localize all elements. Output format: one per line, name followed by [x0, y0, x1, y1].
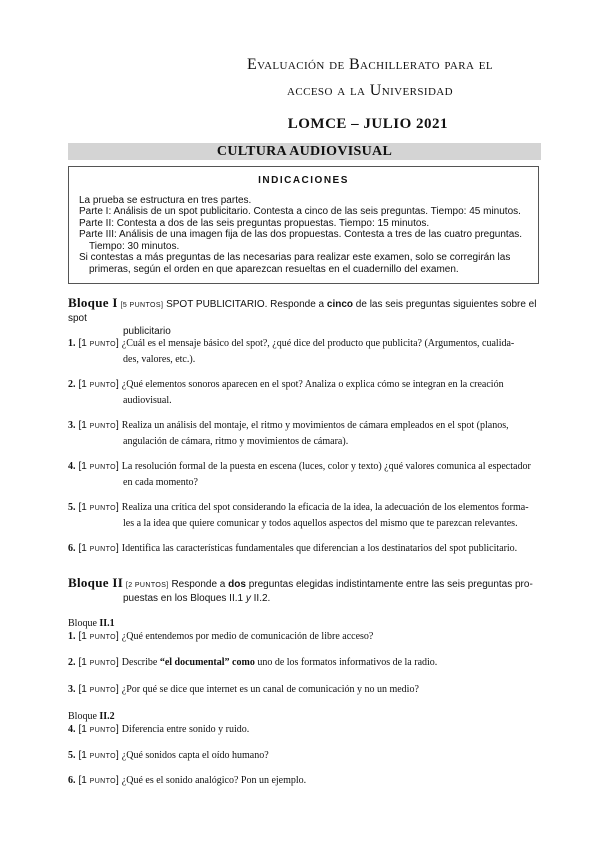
- question-text-cont: angulación de cámara, ritmo y movimientos de cámara).: [123, 436, 349, 447]
- question-text: Diferencia entre sonido y ruido.: [121, 724, 250, 735]
- question-text-cont: audiovisual.: [123, 395, 172, 406]
- question-points: [1 PUNTO]: [78, 750, 119, 761]
- instructions-box: [68, 166, 539, 284]
- question-text: Realiza un análisis del montaje, el ritmo y movimientos de cámara empleados en el spot (planos,: [121, 420, 509, 431]
- question-text: ¿Qué elementos sonoros aparecen en el spot? Analiza o explica cómo se integran en la creación: [121, 379, 504, 390]
- question-item: [68, 418, 540, 449]
- question-number: 3.: [68, 420, 76, 431]
- instruction-line: Parte I: Análisis de un spot publicitario. Contesta a cinco de las seis preguntas. Tiempo: 45 minutos.: [79, 206, 521, 217]
- question-points: [1 PUNTO]: [78, 461, 119, 472]
- question-item: [68, 722, 540, 738]
- question-points: [1 PUNTO]: [78, 684, 119, 695]
- question-text: La resolución formal de la puesta en escena (luces, color y texto) ¿qué valores comunica al espectador: [121, 461, 531, 472]
- question-item: [68, 629, 540, 645]
- question-item: [68, 377, 540, 408]
- block-2-heading-cont: puestas en los Bloques II.1 y II.2.: [123, 593, 271, 604]
- question-item: [68, 748, 540, 764]
- block-1-heading-post: de las seis preguntas siguientes sobre el spot: [68, 299, 537, 324]
- exam-title-line-2: acceso a la Universidad: [287, 82, 453, 99]
- question-item: [68, 541, 540, 557]
- instruction-line: La prueba se estructura en tres partes.: [79, 194, 252, 206]
- question-text-cont: des, valores, etc.).: [123, 354, 196, 365]
- block-1-heading: [68, 296, 540, 338]
- question-item: [68, 682, 540, 698]
- instructions-title: INDICACIONES: [258, 175, 349, 186]
- question-number: 4.: [68, 724, 76, 735]
- question-points: [1 PUNTO]: [78, 631, 119, 642]
- question-item: [68, 459, 540, 490]
- block-1-points: [5 PUNTOS]: [120, 302, 164, 309]
- block-1-heading-pre: SPOT PUBLICITARIO. Responde a: [166, 299, 325, 310]
- question-points: [1 PUNTO]: [78, 420, 119, 431]
- question-points: [1 PUNTO]: [78, 657, 119, 668]
- exam-title: [200, 52, 540, 104]
- question-number: 1.: [68, 631, 76, 642]
- instruction-line: Parte II: Contesta a dos de las seis preguntas propuestas. Tiempo: 15 minutos.: [79, 217, 430, 229]
- exam-session: LOMCE – JULIO 2021: [287, 116, 448, 132]
- question-text: ¿Qué sonidos capta el oído humano?: [121, 750, 269, 761]
- question-text: ¿Qué entendemos por medio de comunicación de libre acceso?: [121, 631, 374, 642]
- block-2-heading-bold: dos: [228, 579, 246, 590]
- sub-block-label-2: Bloque II.2: [68, 711, 115, 722]
- block-1-title: Bloque I: [68, 295, 118, 310]
- question-text-cont: les a la idea que quiere comunicar y todos aquellos aspectos del mismo que te parezcan relevantes.: [123, 518, 518, 529]
- question-points: [1 PUNTO]: [78, 338, 119, 349]
- question-text: ¿Cuál es el mensaje básico del spot?, ¿qué dice del producto que publicita? (Argumentos, cualida-: [121, 338, 515, 349]
- question-number: 5.: [68, 502, 76, 513]
- question-number: 3.: [68, 684, 76, 695]
- question-number: 2.: [68, 379, 76, 390]
- question-number: 6.: [68, 775, 76, 786]
- question-points: [1 PUNTO]: [78, 775, 119, 786]
- subject-bar: CULTURA AUDIOVISUAL: [68, 143, 541, 160]
- question-number: 5.: [68, 750, 76, 761]
- question-text: ¿Qué es el sonido analógico? Pon un ejemplo.: [121, 775, 307, 786]
- block-1-heading-bold: cinco: [326, 299, 354, 310]
- question-number: 4.: [68, 461, 76, 472]
- block-2-title: Bloque II: [68, 575, 124, 590]
- question-text: Realiza una crítica del spot considerando la eficacia de la idea, la adecuación de los elementos forma-: [121, 502, 529, 513]
- question-text: ¿Por qué se dice que internet es un canal de comunicación y no un medio?: [121, 684, 419, 695]
- block-2-heading: [68, 576, 540, 605]
- block-2-points: [2 PUNTOS]: [125, 582, 169, 589]
- question-points: [1 PUNTO]: [78, 502, 119, 513]
- instruction-line: Parte III: Análisis de una imagen fija de las dos propuestas. Contesta a tres de las cuatro preguntas. Tiempo: 30 minutos.: [79, 229, 523, 252]
- question-item: [68, 500, 540, 531]
- block-2-heading-pre: Responde a: [171, 579, 226, 590]
- question-number: 1.: [68, 338, 76, 349]
- question-number: 2.: [68, 657, 76, 668]
- exam-title-line-1: Evaluación de Bachillerato para el: [246, 56, 493, 73]
- block-2-heading-post: preguntas elegidas indistintamente entre las seis preguntas pro-: [248, 579, 533, 590]
- question-text: Identifica las características fundamentales que diferencian a los destinatarios del spot publicitario.: [121, 543, 518, 554]
- question-item: [68, 336, 540, 367]
- block-1-heading-cont: publicitario: [123, 326, 171, 337]
- question-points: [1 PUNTO]: [78, 724, 119, 735]
- question-number: 6.: [68, 543, 76, 554]
- question-item: [68, 773, 540, 789]
- question-item: [68, 655, 540, 671]
- question-text: Describe “el documental” como uno de los formatos informativos de la radio.: [121, 657, 438, 668]
- question-points: [1 PUNTO]: [78, 379, 119, 390]
- sub-block-label-1: Bloque II.1: [68, 618, 115, 629]
- question-text-cont: en cada momento?: [123, 477, 198, 488]
- question-points: [1 PUNTO]: [78, 543, 119, 554]
- instruction-line: Si contestas a más preguntas de las necesarias para realizar este examen, solo se corregirán las primeras, según el orden en que aparezcan resueltas en el cuadernillo del examen.: [79, 252, 511, 275]
